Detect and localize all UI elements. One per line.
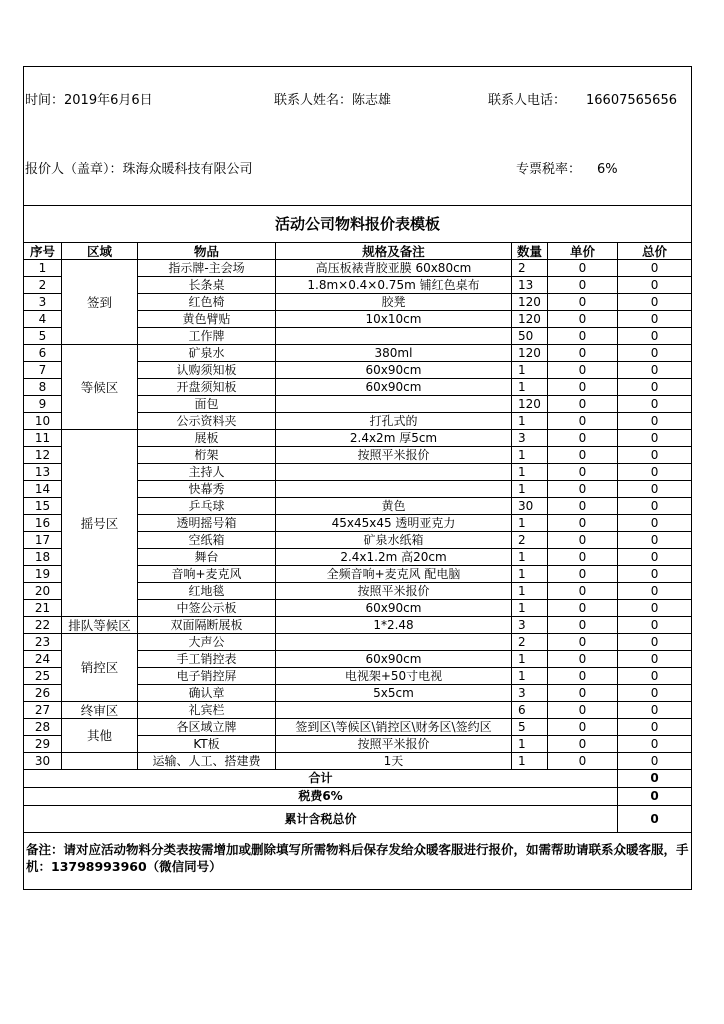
item-name: 乒乓球 (138, 498, 276, 515)
item-qty: 1 (512, 753, 548, 770)
area-cell: 终审区 (62, 702, 138, 719)
item-qty: 1 (512, 583, 548, 600)
area-cell: 摇号区 (62, 430, 138, 617)
item-spec: 打孔式的 (276, 413, 512, 430)
item-name: 双面隔断展板 (138, 617, 276, 634)
item-name: KT板 (138, 736, 276, 753)
item-total: 0 (618, 583, 692, 600)
item-price: 0 (548, 719, 618, 736)
item-qty: 1 (512, 736, 548, 753)
row-no: 23 (24, 634, 62, 651)
row-no: 16 (24, 515, 62, 532)
item-total: 0 (618, 447, 692, 464)
item-price: 0 (548, 549, 618, 566)
row-no: 11 (24, 430, 62, 447)
item-total: 0 (618, 753, 692, 770)
item-price: 0 (548, 515, 618, 532)
item-price: 0 (548, 396, 618, 413)
row-no: 25 (24, 668, 62, 685)
subtotal-value: 0 (618, 770, 692, 788)
tax-value: 0 (618, 788, 692, 806)
item-spec: 10x10cm (276, 311, 512, 328)
item-total: 0 (618, 379, 692, 396)
date-label: 时间：2019年6月6日 (25, 93, 153, 108)
item-total: 0 (618, 362, 692, 379)
item-name: 展板 (138, 430, 276, 447)
item-price: 0 (548, 617, 618, 634)
table-row (24, 702, 692, 719)
table-row (24, 260, 692, 277)
table-row (24, 617, 692, 634)
item-total: 0 (618, 294, 692, 311)
item-qty: 1 (512, 379, 548, 396)
item-spec (276, 464, 512, 481)
item-price: 0 (548, 736, 618, 753)
row-no: 9 (24, 396, 62, 413)
item-price: 0 (548, 600, 618, 617)
table-title: 活动公司物料报价表模板 (24, 206, 692, 243)
quoter-label: 报价人（盖章）：珠海众暖科技有限公司 (25, 162, 253, 177)
item-price: 0 (548, 277, 618, 294)
item-spec: 2.4x2m 厚5cm (276, 430, 512, 447)
contact-name-label: 联系人姓名：陈志雄 (274, 93, 392, 108)
item-total: 0 (618, 617, 692, 634)
col-header-total: 总价 (618, 243, 692, 260)
col-header-item: 物品 (138, 243, 276, 260)
row-no: 27 (24, 702, 62, 719)
item-spec: 5x5cm (276, 685, 512, 702)
item-name: 礼宾栏 (138, 702, 276, 719)
item-qty: 6 (512, 702, 548, 719)
item-spec: 60x90cm (276, 651, 512, 668)
item-qty: 1 (512, 481, 548, 498)
item-qty: 1 (512, 651, 548, 668)
item-price: 0 (548, 532, 618, 549)
col-header-qty: 数量 (512, 243, 548, 260)
row-no: 24 (24, 651, 62, 668)
item-qty: 50 (512, 328, 548, 345)
area-cell: 等候区 (62, 345, 138, 430)
item-price: 0 (548, 379, 618, 396)
col-header-no: 序号 (24, 243, 62, 260)
item-name: 确认章 (138, 685, 276, 702)
item-qty: 2 (512, 634, 548, 651)
table-row (24, 719, 692, 736)
item-spec: 60x90cm (276, 379, 512, 396)
item-qty: 120 (512, 311, 548, 328)
item-name: 音响+麦克风 (138, 566, 276, 583)
row-no: 10 (24, 413, 62, 430)
item-total: 0 (618, 566, 692, 583)
item-total: 0 (618, 311, 692, 328)
item-qty: 120 (512, 294, 548, 311)
row-no: 2 (24, 277, 62, 294)
item-spec: 60x90cm (276, 362, 512, 379)
item-qty: 2 (512, 532, 548, 549)
item-price: 0 (548, 328, 618, 345)
row-no: 21 (24, 600, 62, 617)
item-price: 0 (548, 583, 618, 600)
table-row (24, 753, 692, 770)
item-price: 0 (548, 481, 618, 498)
item-price: 0 (548, 498, 618, 515)
item-name: 空纸箱 (138, 532, 276, 549)
item-spec (276, 481, 512, 498)
item-name: 主持人 (138, 464, 276, 481)
item-qty: 13 (512, 277, 548, 294)
row-no: 19 (24, 566, 62, 583)
row-no: 15 (24, 498, 62, 515)
item-name: 桁架 (138, 447, 276, 464)
row-no: 20 (24, 583, 62, 600)
table-row (24, 345, 692, 362)
area-cell: 排队等候区 (62, 617, 138, 634)
item-total: 0 (618, 702, 692, 719)
item-total: 0 (618, 430, 692, 447)
item-price: 0 (548, 362, 618, 379)
item-name: 指示牌-主会场 (138, 260, 276, 277)
row-no: 29 (24, 736, 62, 753)
row-no: 7 (24, 362, 62, 379)
row-no: 22 (24, 617, 62, 634)
item-price: 0 (548, 634, 618, 651)
item-qty: 5 (512, 719, 548, 736)
item-spec: 签到区\等候区\销控区\财务区\签约区 (276, 719, 512, 736)
item-spec: 2.4x1.2m 高20cm (276, 549, 512, 566)
table-row (24, 430, 692, 447)
row-no: 14 (24, 481, 62, 498)
item-total: 0 (618, 277, 692, 294)
note-row (24, 833, 692, 890)
item-qty: 2 (512, 260, 548, 277)
row-no: 4 (24, 311, 62, 328)
item-spec: 1*2.48 (276, 617, 512, 634)
item-price: 0 (548, 447, 618, 464)
item-spec: 按照平米报价 (276, 583, 512, 600)
item-name: 面包 (138, 396, 276, 413)
item-name: 大声公 (138, 634, 276, 651)
item-total: 0 (618, 549, 692, 566)
item-total: 0 (618, 481, 692, 498)
table-row (24, 634, 692, 651)
item-total: 0 (618, 600, 692, 617)
item-qty: 1 (512, 566, 548, 583)
quote-sheet (23, 66, 691, 890)
item-total: 0 (618, 685, 692, 702)
item-price: 0 (548, 413, 618, 430)
item-qty: 30 (512, 498, 548, 515)
item-name: 认购须知板 (138, 362, 276, 379)
row-no: 5 (24, 328, 62, 345)
item-name: 长条桌 (138, 277, 276, 294)
item-spec (276, 396, 512, 413)
row-no: 26 (24, 685, 62, 702)
area-cell: 签到 (62, 260, 138, 345)
contact-phone-label: 联系人电话： (488, 93, 567, 108)
subtotal-label: 合计 (24, 770, 618, 788)
item-price: 0 (548, 294, 618, 311)
item-name: 红地毯 (138, 583, 276, 600)
item-qty: 3 (512, 430, 548, 447)
grand-total-row (24, 806, 692, 833)
item-total: 0 (618, 634, 692, 651)
item-name: 舞台 (138, 549, 276, 566)
item-qty: 1 (512, 549, 548, 566)
item-spec: 全频音响+麦克风 配电脑 (276, 566, 512, 583)
item-price: 0 (548, 345, 618, 362)
item-name: 红色椅 (138, 294, 276, 311)
item-name: 各区域立牌 (138, 719, 276, 736)
item-total: 0 (618, 260, 692, 277)
item-qty: 1 (512, 362, 548, 379)
item-spec (276, 634, 512, 651)
row-no: 18 (24, 549, 62, 566)
header-row (24, 243, 692, 260)
grand-total-label: 累计含税总价 (24, 806, 618, 833)
item-price: 0 (548, 651, 618, 668)
item-qty: 1 (512, 600, 548, 617)
item-name: 黄色臂贴 (138, 311, 276, 328)
quote-table (23, 66, 692, 890)
item-total: 0 (618, 515, 692, 532)
item-price: 0 (548, 685, 618, 702)
row-no: 30 (24, 753, 62, 770)
tax-rate-label: 专票税率： (516, 162, 582, 177)
item-total: 0 (618, 396, 692, 413)
tax-rate: 6% (597, 162, 618, 177)
item-spec: 矿泉水纸箱 (276, 532, 512, 549)
item-spec (276, 328, 512, 345)
tax-label: 税费6% (24, 788, 618, 806)
item-qty: 120 (512, 345, 548, 362)
row-no: 12 (24, 447, 62, 464)
item-spec: 45x45x45 透明亚克力 (276, 515, 512, 532)
row-no: 8 (24, 379, 62, 396)
contact-phone: 16607565656 (586, 93, 677, 108)
item-name: 透明摇号箱 (138, 515, 276, 532)
item-total: 0 (618, 651, 692, 668)
item-name: 中签公示板 (138, 600, 276, 617)
item-qty: 1 (512, 447, 548, 464)
item-price: 0 (548, 702, 618, 719)
col-header-price: 单价 (548, 243, 618, 260)
area-cell: 销控区 (62, 634, 138, 702)
item-spec: 黄色 (276, 498, 512, 515)
item-name: 手工销控表 (138, 651, 276, 668)
row-no: 28 (24, 719, 62, 736)
item-qty: 3 (512, 617, 548, 634)
item-total: 0 (618, 736, 692, 753)
tax-row (24, 788, 692, 806)
item-spec: 1.8m×0.4×0.75m 铺红色桌布 (276, 277, 512, 294)
item-qty: 1 (512, 668, 548, 685)
item-qty: 3 (512, 685, 548, 702)
item-spec: 高压板裱背胶亚膜 60x80cm (276, 260, 512, 277)
row-no: 3 (24, 294, 62, 311)
item-total: 0 (618, 328, 692, 345)
info-row-contact (24, 67, 692, 137)
item-spec: 胶凳 (276, 294, 512, 311)
item-total: 0 (618, 345, 692, 362)
item-total: 0 (618, 532, 692, 549)
col-header-area: 区域 (62, 243, 138, 260)
item-spec: 1天 (276, 753, 512, 770)
item-price: 0 (548, 430, 618, 447)
info-row-quoter (24, 136, 692, 206)
item-qty: 1 (512, 464, 548, 481)
area-cell (62, 753, 138, 770)
title-row (24, 206, 692, 243)
item-price: 0 (548, 668, 618, 685)
item-spec: 60x90cm (276, 600, 512, 617)
subtotal-row (24, 770, 692, 788)
item-spec: 380ml (276, 345, 512, 362)
item-qty: 1 (512, 515, 548, 532)
item-spec: 按照平米报价 (276, 447, 512, 464)
item-price: 0 (548, 464, 618, 481)
item-qty: 120 (512, 396, 548, 413)
item-total: 0 (618, 464, 692, 481)
item-name: 开盘须知板 (138, 379, 276, 396)
item-name: 运输、人工、搭建费 (138, 753, 276, 770)
note-text: 备注：请对应活动物料分类表按需增加或删除填写所需物料后保存发给众暖客服进行报价，如需帮助请联系众暖客服，手机：13798993960（微信同号） (24, 833, 692, 890)
col-header-spec: 规格及备注 (276, 243, 512, 260)
item-total: 0 (618, 668, 692, 685)
grand-total-value: 0 (618, 806, 692, 833)
item-total: 0 (618, 498, 692, 515)
row-no: 6 (24, 345, 62, 362)
row-no: 17 (24, 532, 62, 549)
item-total: 0 (618, 413, 692, 430)
item-price: 0 (548, 260, 618, 277)
item-spec: 按照平米报价 (276, 736, 512, 753)
item-price: 0 (548, 566, 618, 583)
item-name: 公示资料夹 (138, 413, 276, 430)
item-name: 快幕秀 (138, 481, 276, 498)
item-qty: 1 (512, 413, 548, 430)
item-price: 0 (548, 311, 618, 328)
item-name: 工作牌 (138, 328, 276, 345)
row-no: 1 (24, 260, 62, 277)
item-price: 0 (548, 753, 618, 770)
item-name: 矿泉水 (138, 345, 276, 362)
item-name: 电子销控屏 (138, 668, 276, 685)
row-no: 13 (24, 464, 62, 481)
item-spec: 电视架+50寸电视 (276, 668, 512, 685)
item-spec (276, 702, 512, 719)
area-cell: 其他 (62, 719, 138, 753)
item-total: 0 (618, 719, 692, 736)
